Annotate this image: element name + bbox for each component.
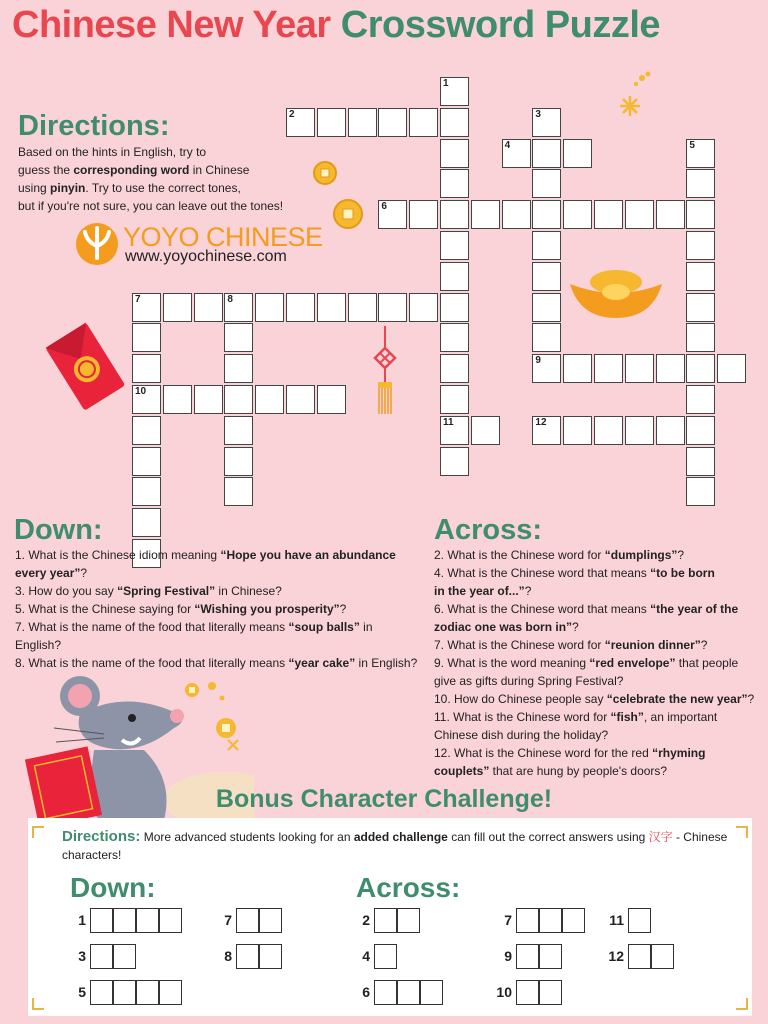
crossword-cell[interactable] xyxy=(532,293,561,322)
yoyo-chinese-logo xyxy=(75,220,323,270)
crossword-cell[interactable] xyxy=(686,447,715,476)
gold-coin-icon xyxy=(332,198,364,230)
sparkle-icon xyxy=(616,70,656,120)
crossword-cell[interactable] xyxy=(132,447,161,476)
crossword-cell[interactable] xyxy=(409,108,438,137)
bonus-clue-number: 5 xyxy=(78,984,86,1000)
character-box[interactable] xyxy=(90,944,113,969)
page-title xyxy=(12,4,660,47)
down-clue-1: 1. What is the Chinese idiom meaning “Hope you have an abundance every year”? xyxy=(15,548,396,580)
crossword-cell[interactable] xyxy=(440,262,469,291)
clue-number: 5 xyxy=(689,139,695,151)
character-box[interactable] xyxy=(562,908,585,933)
crossword-cell[interactable] xyxy=(348,108,377,137)
crossword-cell[interactable] xyxy=(286,293,315,322)
crossword-cell[interactable] xyxy=(502,139,531,168)
crossword-cell[interactable] xyxy=(440,416,469,445)
character-box[interactable] xyxy=(90,908,113,933)
crossword-cell[interactable] xyxy=(224,293,253,322)
across-clue-9: 9. What is the word meaning “red envelope” that people give as gifts during Spring Festival? xyxy=(434,656,739,688)
crossword-cell[interactable] xyxy=(440,139,469,168)
bonus-title: Bonus Character Challenge! xyxy=(215,785,553,813)
character-box[interactable] xyxy=(136,908,159,933)
down-clues xyxy=(15,546,435,672)
bonus-clue-number: 12 xyxy=(608,948,624,964)
across-clue-10: 10. How do Chinese people say “celebrate the new year”? xyxy=(434,692,755,706)
bonus-clue-number: 7 xyxy=(504,912,512,928)
crossword-cell[interactable] xyxy=(532,416,561,445)
bonus-down-heading: Down: xyxy=(70,872,156,903)
crossword-cell[interactable] xyxy=(471,416,500,445)
bonus-directions: Directions: More advanced students looking for an added challenge can fill out the correct answers using 汉字 - Chinese characters! xyxy=(62,828,728,862)
title-part-1: Chinese New Year xyxy=(12,4,331,46)
corner-ornament xyxy=(736,998,748,1010)
crossword-cell[interactable] xyxy=(532,108,561,137)
clue-number: 10 xyxy=(135,386,147,397)
directions-line: using pinyin. Try to use the correct tones, xyxy=(18,181,241,195)
bonus-across-heading: Across: xyxy=(356,872,461,903)
crossword-cell[interactable] xyxy=(502,200,531,229)
character-box[interactable] xyxy=(374,944,397,969)
crossword-cell[interactable] xyxy=(440,447,469,476)
character-box[interactable] xyxy=(113,908,136,933)
crossword-cell[interactable] xyxy=(532,169,561,198)
crossword-cell[interactable] xyxy=(132,293,161,322)
character-box[interactable] xyxy=(397,908,420,933)
crossword-cell[interactable] xyxy=(224,447,253,476)
character-box[interactable] xyxy=(420,980,443,1005)
character-box[interactable] xyxy=(651,944,674,969)
crossword-cell[interactable] xyxy=(317,108,346,137)
crossword-cell[interactable] xyxy=(224,477,253,506)
character-box[interactable] xyxy=(516,908,539,933)
crossword-cell[interactable] xyxy=(625,354,654,383)
clue-number: 1 xyxy=(443,78,449,89)
logo-brand: YOYO CHINESE xyxy=(123,222,323,252)
character-box[interactable] xyxy=(628,944,651,969)
clue-number: 9 xyxy=(535,355,541,367)
crossword-cell[interactable] xyxy=(563,139,592,168)
character-box[interactable] xyxy=(539,944,562,969)
crossword-cell[interactable] xyxy=(132,323,161,352)
character-box[interactable] xyxy=(397,980,420,1005)
crossword-cell[interactable] xyxy=(440,354,469,383)
crossword-cell[interactable] xyxy=(255,385,284,414)
crossword-cell[interactable] xyxy=(686,354,715,383)
clue-number: 4 xyxy=(504,139,511,151)
crossword-cell[interactable] xyxy=(656,200,685,229)
tree-logo-icon xyxy=(75,222,119,266)
crossword-cell[interactable] xyxy=(656,354,685,383)
crossword-cell[interactable] xyxy=(686,385,715,414)
character-box[interactable] xyxy=(90,980,113,1005)
directions-line: but if you're not sure, you can leave out the tones! xyxy=(18,199,284,213)
crossword-cell[interactable] xyxy=(532,139,561,168)
crossword-cell[interactable] xyxy=(194,385,223,414)
bonus-clue-number: 6 xyxy=(362,984,370,1000)
clue-number: 6 xyxy=(381,201,387,213)
clue-number: 3 xyxy=(535,108,541,120)
character-box[interactable] xyxy=(628,908,651,933)
bonus-clue-number: 10 xyxy=(496,984,512,1000)
crossword-cell[interactable] xyxy=(471,200,500,229)
crossword-cell[interactable] xyxy=(132,385,161,414)
bonus-clue-number: 9 xyxy=(504,948,512,964)
crossword-cell[interactable] xyxy=(224,323,253,352)
crossword-cell[interactable] xyxy=(532,323,561,352)
crossword-cell[interactable] xyxy=(625,200,654,229)
crossword-cell[interactable] xyxy=(348,293,377,322)
gold-coin-icon xyxy=(312,160,338,186)
crossword-cell[interactable] xyxy=(255,293,284,322)
crossword-cell[interactable] xyxy=(563,200,592,229)
crossword-cell[interactable] xyxy=(532,200,561,229)
directions-text xyxy=(18,143,308,215)
crossword-cell[interactable] xyxy=(563,416,592,445)
crossword-cell[interactable] xyxy=(563,354,592,383)
crossword-cell[interactable] xyxy=(686,477,715,506)
crossword-cell[interactable] xyxy=(224,416,253,445)
crossword-cell[interactable] xyxy=(717,354,746,383)
crossword-cell[interactable] xyxy=(440,231,469,260)
character-box[interactable] xyxy=(113,944,136,969)
crossword-cell[interactable] xyxy=(440,169,469,198)
gold-ingot-icon xyxy=(566,266,666,320)
crossword-cell[interactable] xyxy=(532,354,561,383)
clue-number: 2 xyxy=(289,108,295,120)
crossword-cell[interactable] xyxy=(686,416,715,445)
bonus-clue-number: 11 xyxy=(609,912,624,928)
bonus-clue-number: 7 xyxy=(224,912,232,928)
red-envelope-icon xyxy=(44,318,126,418)
character-box[interactable] xyxy=(236,944,259,969)
chinese-knot-ornament-icon xyxy=(370,326,400,418)
character-box[interactable] xyxy=(159,908,182,933)
down-clue-7: 7. What is the name of the food that literally means “soup balls” in English? xyxy=(15,620,373,652)
crossword-cell[interactable] xyxy=(286,385,315,414)
crossword-cell[interactable] xyxy=(132,477,161,506)
clue-number: 11 xyxy=(443,416,454,428)
across-clue-11: 11. What is the Chinese word for “fish”, an important Chinese dish during the holiday? xyxy=(434,710,718,742)
bonus-clue-number: 1 xyxy=(78,912,86,928)
crossword-cell[interactable] xyxy=(286,108,315,137)
crossword-cell[interactable] xyxy=(532,231,561,260)
character-box[interactable] xyxy=(113,980,136,1005)
crossword-cell[interactable] xyxy=(686,293,715,322)
crossword-cell[interactable] xyxy=(132,508,161,537)
crossword-cell[interactable] xyxy=(317,293,346,322)
crossword-cell[interactable] xyxy=(440,200,469,229)
clue-number: 12 xyxy=(535,416,547,428)
bonus-clue-number: 2 xyxy=(362,912,370,928)
crossword-cell[interactable] xyxy=(440,77,469,106)
across-clue-7: 7. What is the Chinese word for “reunion dinner”? xyxy=(434,638,708,652)
crossword-cell[interactable] xyxy=(317,385,346,414)
logo-url[interactable]: www.yoyochinese.com xyxy=(125,248,287,265)
across-heading: Across: xyxy=(434,514,542,546)
corner-ornament xyxy=(32,826,44,838)
character-box[interactable] xyxy=(374,908,397,933)
character-box[interactable] xyxy=(259,944,282,969)
crossword-cell[interactable] xyxy=(594,416,623,445)
crossword-cell[interactable] xyxy=(224,354,253,383)
crossword-cell[interactable] xyxy=(594,354,623,383)
crossword-cell[interactable] xyxy=(686,231,715,260)
clue-number: 8 xyxy=(227,293,233,305)
crossword-cell[interactable] xyxy=(686,200,715,229)
down-clue-3: 3. How do you say “Spring Festival” in Chinese? xyxy=(15,584,282,598)
character-box[interactable] xyxy=(136,980,159,1005)
down-clue-8: 8. What is the name of the food that literally means “year cake” in English? xyxy=(15,656,418,670)
crossword-cell[interactable] xyxy=(594,200,623,229)
crossword-cell[interactable] xyxy=(686,262,715,291)
crossword-cell[interactable] xyxy=(132,416,161,445)
crossword-cell[interactable] xyxy=(686,323,715,352)
character-box[interactable] xyxy=(516,944,539,969)
across-clue-6: 6. What is the Chinese word that means “the year of the zodiac one was born in”? xyxy=(434,602,739,634)
directions-line: Based on the hints in English, try to xyxy=(18,145,207,159)
crossword-cell[interactable] xyxy=(163,293,192,322)
character-box[interactable] xyxy=(539,908,562,933)
character-box[interactable] xyxy=(374,980,397,1005)
title-part-2: Crossword Puzzle xyxy=(340,4,661,46)
bonus-clue-number: 3 xyxy=(78,948,86,964)
across-clues xyxy=(434,546,764,780)
across-clue-4: 4. What is the Chinese word that means “to be born in the year of...”? xyxy=(434,566,715,598)
character-box[interactable] xyxy=(259,908,282,933)
character-box[interactable] xyxy=(159,980,182,1005)
crossword-cell[interactable] xyxy=(378,108,407,137)
crossword-cell[interactable] xyxy=(440,323,469,352)
bonus-clue-number: 4 xyxy=(362,948,370,964)
crossword-cell[interactable] xyxy=(132,354,161,383)
crossword-cell[interactable] xyxy=(656,416,685,445)
corner-ornament xyxy=(32,998,44,1010)
crossword-cell[interactable] xyxy=(163,385,192,414)
across-clue-2: 2. What is the Chinese word for “dumplings”? xyxy=(434,548,685,562)
down-clue-5: 5. What is the Chinese saying for “Wishing you prosperity”? xyxy=(15,602,347,616)
crossword-cell[interactable] xyxy=(532,262,561,291)
crossword-cell[interactable] xyxy=(686,169,715,198)
directions-heading: Directions: xyxy=(18,110,170,142)
crossword-cell[interactable] xyxy=(224,385,253,414)
across-clue-12: 12. What is the Chinese word for the red “rhyming couplets” that are hung by people's doors? xyxy=(434,746,706,778)
down-heading: Down: xyxy=(14,514,103,546)
clue-number: 7 xyxy=(135,293,141,305)
crossword-cell[interactable] xyxy=(378,200,407,229)
crossword-cell[interactable] xyxy=(409,293,438,322)
crossword-cell[interactable] xyxy=(625,416,654,445)
crossword-cell[interactable] xyxy=(409,200,438,229)
crossword-cell[interactable] xyxy=(686,139,715,168)
directions-line: guess the corresponding word in Chinese xyxy=(18,163,250,177)
bonus-directions-label: Directions: xyxy=(62,828,141,845)
crossword-cell[interactable] xyxy=(440,293,469,322)
crossword-cell[interactable] xyxy=(440,108,469,137)
crossword-cell[interactable] xyxy=(194,293,223,322)
bonus-clue-number: 8 xyxy=(224,948,232,964)
crossword-cell[interactable] xyxy=(378,293,407,322)
crossword-cell[interactable] xyxy=(440,385,469,414)
character-box[interactable] xyxy=(539,980,562,1005)
character-box[interactable] xyxy=(516,980,539,1005)
character-box[interactable] xyxy=(236,908,259,933)
